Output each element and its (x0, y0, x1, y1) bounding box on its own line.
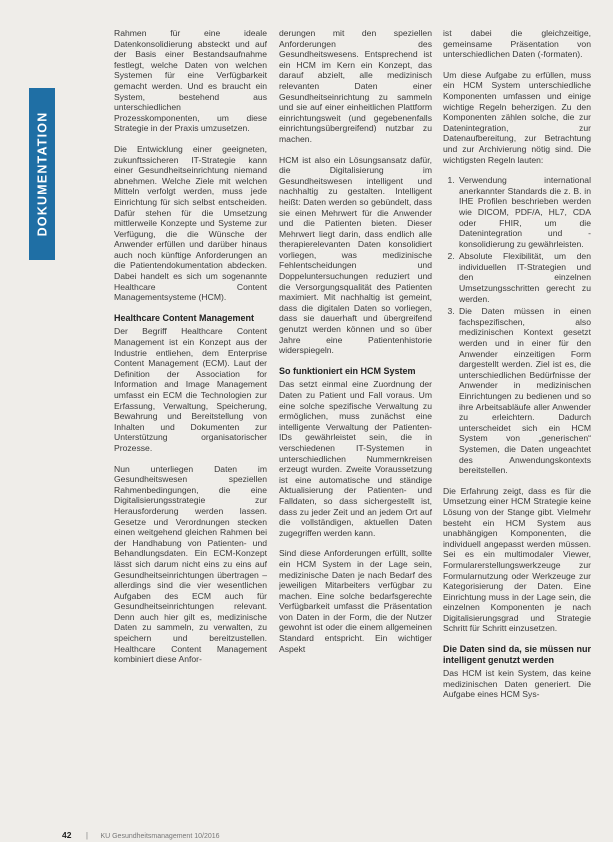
section-heading: Die Daten sind da, sie müssen nur intelligent genutzt werden (443, 644, 591, 665)
text-column-3 (443, 28, 591, 818)
paragraph: Die Entwicklung einer geeigneten, zukunftssicheren IT-Strategie kann einer Gesundheitseinrichtung niemand abnehmen. Welche Ziele mit welchen Mitteln verfolgt werden, muss jede Einrichtung für sich selbst entscheiden. Dafür stehen für die Umsetzung mittlerweile Konzepte und Systeme zur Verfügung, die die Wünsche der Anwender erfüllen und darüber hinaus auch noch künftige Anforderungen an die Patientendokumentation abdecken. Dabei handelt es sich um sogenannte Healthcare Content Managementsysteme (HCM). (114, 143, 267, 303)
paragraph: ist dabei die gleichzeitige, gemeinsame Präsentation von unterschiedlichen Daten (-formaten). (443, 28, 591, 60)
paragraph: Rahmen für eine ideale Datenkonsolidierung absteckt und auf der Basis einer Bestandsaufnahme festlegt, welche Daten von welchen Systemen für eine Verfügbarkeit gemacht werden. Und es braucht ein System, bestehend aus unterschiedlichen Prozesskomponenten, um diese Strategie in der Praxis umzusetzen. (114, 28, 267, 134)
paragraph: HCM ist also ein Lösungsansatz dafür, die Digitalisierung im Gesundheitswesen intelligent und nachhaltig zu gestalten. Intelligent heißt: Daten werden so gebündelt, dass sie einen Mehrwert für die Anwender und die Patienten bieten. Dieser Mehrwert liegt darin, dass endlich alle therapierelevanten Daten konsolidiert vorliegen, was medizinische Fehlentscheidungen und Doppeluntersuchungen reduziert und die Versorgungsqualität des Patienten maximiert. Mit nachhaltig ist gemeint, dass die digitalen Daten so vorliegen, dass sie dauerhaft und übergreifend genutzt werden können und so über Jahre eine Patientenhistorie widerspiegeln. (279, 154, 432, 356)
section-label (29, 88, 55, 260)
paragraph: Die Erfahrung zeigt, dass es für die Umsetzung einer HCM Strategie keine Lösung von der Stange gibt. Vielmehr besteht ein HCM System aus unabhängigen Komponenten, die individuell angepasst werden müssen. Sei es ein multimodaler Viewer, Formularerstellungswerkzeuge zur Formularnutzung oder Werkzeuge zur Kategorisierung der Daten. Eine Einrichtung muss in der Lage sein, die einzelnen Komponenten je nach Digitalisierungsgrad und Strategie Schritt für Schritt einzusetzen. (443, 485, 591, 634)
paragraph: Um diese Aufgabe zu erfüllen, muss ein HCM System unterschiedliche Komponenten umfassen und einige wichtige Regeln beherzigen. Zu den Komponenten zählen solche, die zur Datenintegration, zur Datenaufbereitung, zur Betrachtung und zur Archivierung nötig sind. Die wichtigsten Regeln lauten: (443, 69, 591, 165)
paragraph: Sind diese Anforderungen erfüllt, sollte ein HCM System in der Lage sein, medizinische Daten je nach Bedarf des jeweiligen Mitarbeiters verfügbar zu machen. Eine solche bedarfsgerechte Verfügbarkeit umfasst die Präsentation von Daten in der Form, die der Nutzer gewohnt ist oder die einem allgemeinen Standard entspricht. Ein wichtiger Aspekt (279, 548, 432, 654)
publication-name: KU Gesundheitsmanagement 10/2016 (100, 833, 220, 840)
paragraph: Das HCM ist kein System, das keine medizinischen Daten generiert. Die Aufgabe eines HCM Sys- (443, 668, 591, 700)
page-footer (62, 830, 220, 840)
text-column-1 (114, 28, 267, 818)
paragraph: Das setzt einmal eine Zuordnung der Daten zu Patient und Fall voraus. Um eine solche spezifische Verwaltung zu ermöglichen, muss zunächst eine intelligente Verwaltung der Patienten-IDs gewährleistet sein, die in verschiedenen IT-Systemen in unterschiedlichen Nummernkreisen erzeugt wurden. Zweite Voraussetzung ist eine automatische und ständige Aktualisierung der Patienten- und Falldaten, so dass sichergestellt ist, dass zu jeder Zeit und an jedem Ort auf die vollständigen, aktuellen Daten zugegriffen werden kann. (279, 379, 432, 538)
list-item: 1. Verwendung international anerkannter Standards die z. B. in IHE Profilen beschrieben werden wie DICOM, PDF/A, HL7, CDA oder FHIR, um die Datenintegration und -konsolidierung zu gewährleisten. (457, 175, 591, 249)
section-label-text: DOKUMENTATION (35, 111, 50, 237)
section-heading: Healthcare Content Management (114, 312, 255, 323)
footer-separator: | (85, 830, 89, 840)
paragraph: Nun unterliegen Daten im Gesundheitswesen speziellen Rahmenbedingungen, die eine Digitalisierungsstrategie zur Herausforderung werden lassen. Gesetze und Verordnungen stecken einen weitgehend gleichen Rahmen bei der Handhabung von Patienten- und Behandlungsdaten. Ein ECM-Konzept lässt sich darum nicht eins zu eins auf Gesundheitseinrichtungen übertragen – allerdings sind die vier wesentlichen Aufgaben des ECM auch für Gesundheitseinrichtungen relevant. Denn auch hier gilt es, medizinische Daten zu sammeln, zu verwalten, zu speichern und bereitzustellen. Healthcare Content Management kombiniert diese Anfor- (114, 463, 267, 665)
paragraph: derungen mit den speziellen Anforderungen des Gesundheitswesens. Entsprechend ist ein HCM im Kern ein Konzept, das darauf abzielt, alle medizinisch relevanten Daten einer Gesundheitseinrichtung zu sammeln und sie auf einer einheitlichen Plattform einrichtungsweit (und gegebenenfalls einrichtungsübergreifend) nutzbar zu machen. (279, 28, 432, 144)
page-number: 42 (62, 830, 72, 840)
paragraph: Der Begriff Healthcare Content Management ist ein Konzept aus der Industrie entliehen, dem Enterprise Content Management (ECM). Laut der Definition der Association for Information and Image Management umfasst ein ECM die Technologien zur Erfassung, Verwaltung, Speicherung, Bewahrung und Bereitstellung von Inhalten und Dokumenten zur Unterstützung organisatorischer Prozesse. (114, 326, 267, 453)
text-column-2 (279, 28, 432, 818)
section-heading: So funktioniert ein HCM System (279, 365, 416, 376)
rules-list (443, 175, 591, 476)
list-item: 2. Absolute Flexibilität, um den individuellen IT-Strategien und den einzelnen Umsetzungsschritten gerecht zu werden. (457, 251, 591, 304)
list-item: 3. Die Daten müssen in einen fachspezifischen, also medizinischen Kontext gesetzt werden und in einer für den Anwender einzeitigen Form dargestellt werden. Ziel ist es, die unterschiedlichen Bedürfnisse der Anwender in medizinischen Einrichtungen zu bedienen und so ihre Arbeitsabläufe aller Anwender zu erleichtern. Dadurch unterscheidet sich ein HCM System von „generischen“ Systemen, die Daten ungeachtet des Anwendungskontexts bereitstellen. (457, 306, 591, 476)
